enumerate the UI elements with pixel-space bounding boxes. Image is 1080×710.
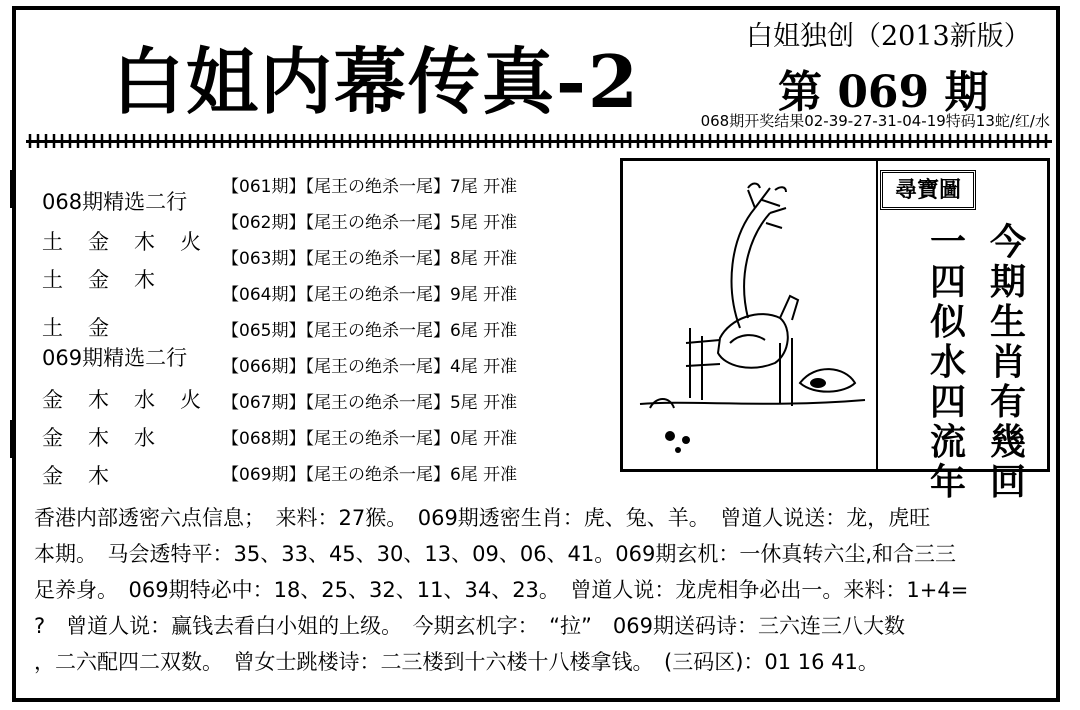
elements-row-cut: 土 金: [42, 316, 109, 340]
heading-068: 068期精选二行: [42, 190, 188, 214]
paragraph-line: 足养身。 069期特必中：18、25、32、11、34、23。 曾道人说：龙虎相争必出一。来料：1+4=: [34, 578, 969, 602]
record-row: 【067期】【尾王の绝杀一尾】5尾 开准: [222, 393, 518, 413]
record-row: 【068期】【尾王の绝杀一尾】0尾 开准: [222, 429, 518, 449]
paragraph-line: ? 曾道人说：赢钱去看白小姐的上级。 今期玄机字： “拉” 069期送码诗：三六连三八大数: [34, 614, 905, 638]
margin-mark: [10, 420, 14, 458]
record-row: 【064期】【尾王の绝杀一尾】9尾 开准: [222, 285, 518, 305]
rooster-illustration: [630, 168, 870, 458]
info-paragraph: [34, 500, 1046, 680]
heading-069: 069期精选二行: [42, 346, 188, 370]
elements-row: 土 金 木 火: [42, 230, 201, 254]
margin-mark: [10, 170, 14, 208]
elements-row: 金 木 水 火: [42, 388, 201, 412]
paragraph-line: 本期。 马会透特平：35、33、45、30、13、09、06、41。069期玄机：一休真转六尘,和合三三: [34, 542, 957, 566]
treasure-map-label: 尋寶圖: [880, 170, 976, 210]
elements-row: 金 木 水: [42, 426, 155, 450]
edition-label: 白姐独创（2013新版）: [746, 21, 1031, 52]
barbed-divider: [26, 134, 1052, 148]
record-row: 【066期】【尾王の绝杀一尾】4尾 开准: [222, 357, 518, 377]
record-row: 【062期】【尾王の绝杀一尾】5尾 开准: [222, 213, 518, 233]
issue-number: 第 069 期: [778, 67, 989, 118]
elements-row: 金 木: [42, 464, 109, 488]
record-row: 【061期】【尾王の绝杀一尾】7尾 开准: [222, 177, 518, 197]
paragraph-line: ，二六配四二双数。 曾女士跳楼诗：二三楼到十六楼十八楼拿钱。 (三码区)：01 16 41。: [34, 650, 879, 674]
record-row: 【065期】【尾王の绝杀一尾】6尾 开准: [222, 321, 518, 341]
record-row: 【063期】【尾王の绝杀一尾】8尾 开准: [222, 249, 518, 269]
previous-result: 068期开奖结果02-39-27-31-04-19特码13蛇/红/水: [700, 112, 1050, 130]
poem-column-right: 今 期 生 肖 有 幾 回: [989, 221, 1026, 503]
page-title: 白姐内幕传真-2: [112, 39, 640, 124]
paragraph-line: 香港内部透密六点信息； 来料：27猴。 069期透密生肖：虎、兔、羊。 曾道人说送：龙，虎旺: [34, 506, 931, 530]
poem-column-left: 一 四 似 水 四 流 年: [929, 221, 966, 503]
record-row: 【069期】【尾王の绝杀一尾】6尾 开准: [222, 465, 518, 485]
treasure-divider: [876, 160, 878, 470]
elements-row: 土 金 木: [42, 268, 155, 292]
